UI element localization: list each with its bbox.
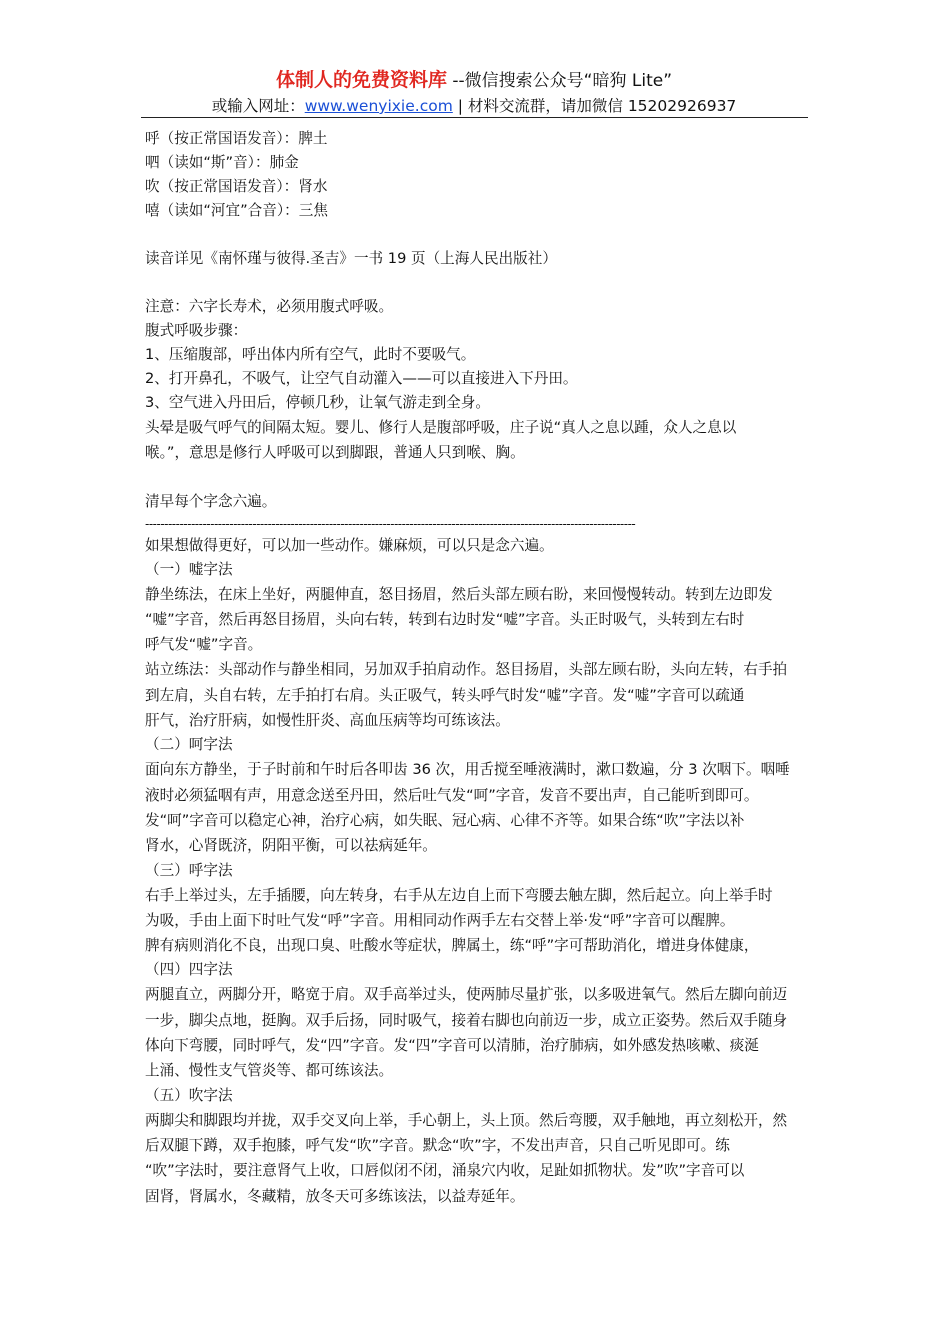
dashed-divider: -------------------------------------------------------------------------------------------------------------------------------- xyxy=(145,516,636,531)
intro-line: 嘻（读如“河宜”合音）：三焦 xyxy=(145,202,328,219)
section-line: 面向东方静坐，于子时前和午时后各叩齿 36 次，用舌搅至唾液满时，漱口数遍，分 3 次咽下。咽唾 xyxy=(145,761,790,779)
note-line: 注意：六字长寿术，必须用腹式呼吸。 xyxy=(145,298,394,315)
section-line: 到左肩，头自右转，左手拍打右肩。头正吸气，转头呼气时发“嘘”字音。发“嘘”字音可以疏通 xyxy=(145,686,745,704)
section-line: 呼气发“嘘”字音。 xyxy=(145,636,263,654)
section-line: 右手上举过头，左手插腰，向左转身，右手从左边自上而下弯腰去触左脚，然后起立。向上举手时 xyxy=(145,886,773,904)
section-line: 体向下弯腰，同时呼气，发“四”字音。发“四”字音可以清肺，治疗肺病，如外感发热咳嗽、痰涎 xyxy=(145,1037,759,1055)
intro-line: 呬（读如“斯”音）：肺金 xyxy=(145,154,299,171)
intro-line: 吹（按正常国语发音）：肾水 xyxy=(145,178,328,195)
section-line: 肾水，心肾既济，阴阳平衡，可以祛病延年。 xyxy=(145,837,437,855)
section-line: 固肾，肾属水，冬藏精，放冬天可多练该法，以益寿延年。 xyxy=(145,1187,525,1205)
section-title: （二）呵字法 xyxy=(145,736,233,754)
header-line-2 xyxy=(140,95,808,117)
note-line: 2、打开鼻孔，不吸气，让空气自动灌入——可以直接进入下丹田。 xyxy=(145,370,578,387)
section-line: 上涌、慢性支气管炎等、都可练该法。 xyxy=(145,1062,394,1080)
website-link[interactable]: www.wenyixie.com xyxy=(304,97,453,115)
section-line: “嘘”字音，然后再怒目扬眉，头向右转，转到右边时发“嘘”字音。头正时吸气，头转到左右时 xyxy=(145,610,745,628)
section-line: 肝气，治疗肝病，如慢性肝炎、高血压病等均可练该法。 xyxy=(145,712,510,730)
header-rule xyxy=(141,117,808,118)
section-title: （四）四字法 xyxy=(145,961,233,979)
note-line: 1、压缩腹部，呼出体内所有空气，此时不要吸气。 xyxy=(145,346,476,363)
document-body xyxy=(145,127,809,1209)
note-line: 3、空气进入丹田后，停顿几秒，让氧气游走到全身。 xyxy=(145,394,490,411)
section-title: （五）吹字法 xyxy=(145,1086,233,1104)
section-title: （三）呼字法 xyxy=(145,861,233,879)
lead-line: 如果想做得更好，可以加一些动作。嫌麻烦，可以只是念六遍。 xyxy=(145,536,554,554)
url-prefix: 或输入网址： xyxy=(211,97,305,115)
morning-line: 清早每个字念六遍。 xyxy=(145,492,277,510)
intro-line: 呼（按正常国语发音）：脾土 xyxy=(145,130,328,147)
note-line: 喉。”，意思是修行人呼吸可以到脚跟，普通人只到喉、胸。 xyxy=(145,444,525,462)
note-line: 头晕是吸气呼气的间隔太短。婴儿、修行人是腹部呼吸，庄子说“真人之息以踵，众人之息以 xyxy=(145,419,737,436)
note-line: 腹式呼吸步骤： xyxy=(145,322,248,339)
section-line: 一步，脚尖点地，挺胸。双手后扬，同时吸气，接着右脚也向前迈一步，成立正姿势。然后双手随身 xyxy=(145,1011,788,1029)
section-line: 液时必须猛咽有声，用意念送至丹田，然后吐气发“呵”字音，发音不要出声，自己能听到即可。 xyxy=(145,786,759,804)
section-title: （一）嘘字法 xyxy=(145,560,233,578)
section-line: 静坐练法，在床上坐好，两腿伸直，怒目扬眉，然后头部左顾右盼，来回慢慢转动。转到左边即发 xyxy=(145,585,773,603)
header-tagline: --微信搜索公众号“暗狗 Lite” xyxy=(447,71,673,91)
section-line: “吹”字法时，要注意肾气上收，口唇似闭不闭，涌泉穴内收，足趾如抓物状。发”吹”字音可以 xyxy=(145,1162,745,1180)
section-line: 后双腿下蹲，双手抱膝，呼气发“吹”字音。默念“吹”字，不发出声音，只自己听见即可。练 xyxy=(145,1136,730,1154)
section-line: 发“呵”字音可以稳定心神，治疗心病，如失眠、冠心病、心律不齐等。如果合练“吹”字法以补 xyxy=(145,811,745,829)
section-line: 为吸，手由上面下时吐气发“呼”字音。用相同动作两手左右交替上举·发“呼”字音可以醒脾。 xyxy=(145,911,735,929)
header-line-1 xyxy=(140,68,808,93)
section-line: 两腿直立，两脚分开，略宽于肩。双手高举过头，使两肺尽量扩张，以多吸进氧气。然后左脚向前迈 xyxy=(145,986,788,1004)
brand-title: 体制人的免费资料库 xyxy=(275,69,447,91)
section-line: 两脚尖和脚跟均并拢，双手交叉向上举，手心朝上，头上顶。然后弯腰，双手触地，再立刻松开，然 xyxy=(145,1111,788,1129)
section-line: 脾有病则消化不良，出现口臭、吐酸水等症状，脾属土，练“呼”字可帮助消化，增进身体健康， xyxy=(145,937,759,955)
header-contact: | 材料交流群，请加微信 15202926937 xyxy=(452,97,737,115)
reference-line: 读音详见《南怀瑾与彼得.圣吉》一书 19 页（上海人民出版社） xyxy=(145,250,557,267)
section-line: 站立练法：头部动作与静坐相同，另加双手拍肩动作。怒目扬眉，头部左顾右盼，头向左转，右手拍 xyxy=(145,661,788,679)
page-header xyxy=(140,68,808,117)
